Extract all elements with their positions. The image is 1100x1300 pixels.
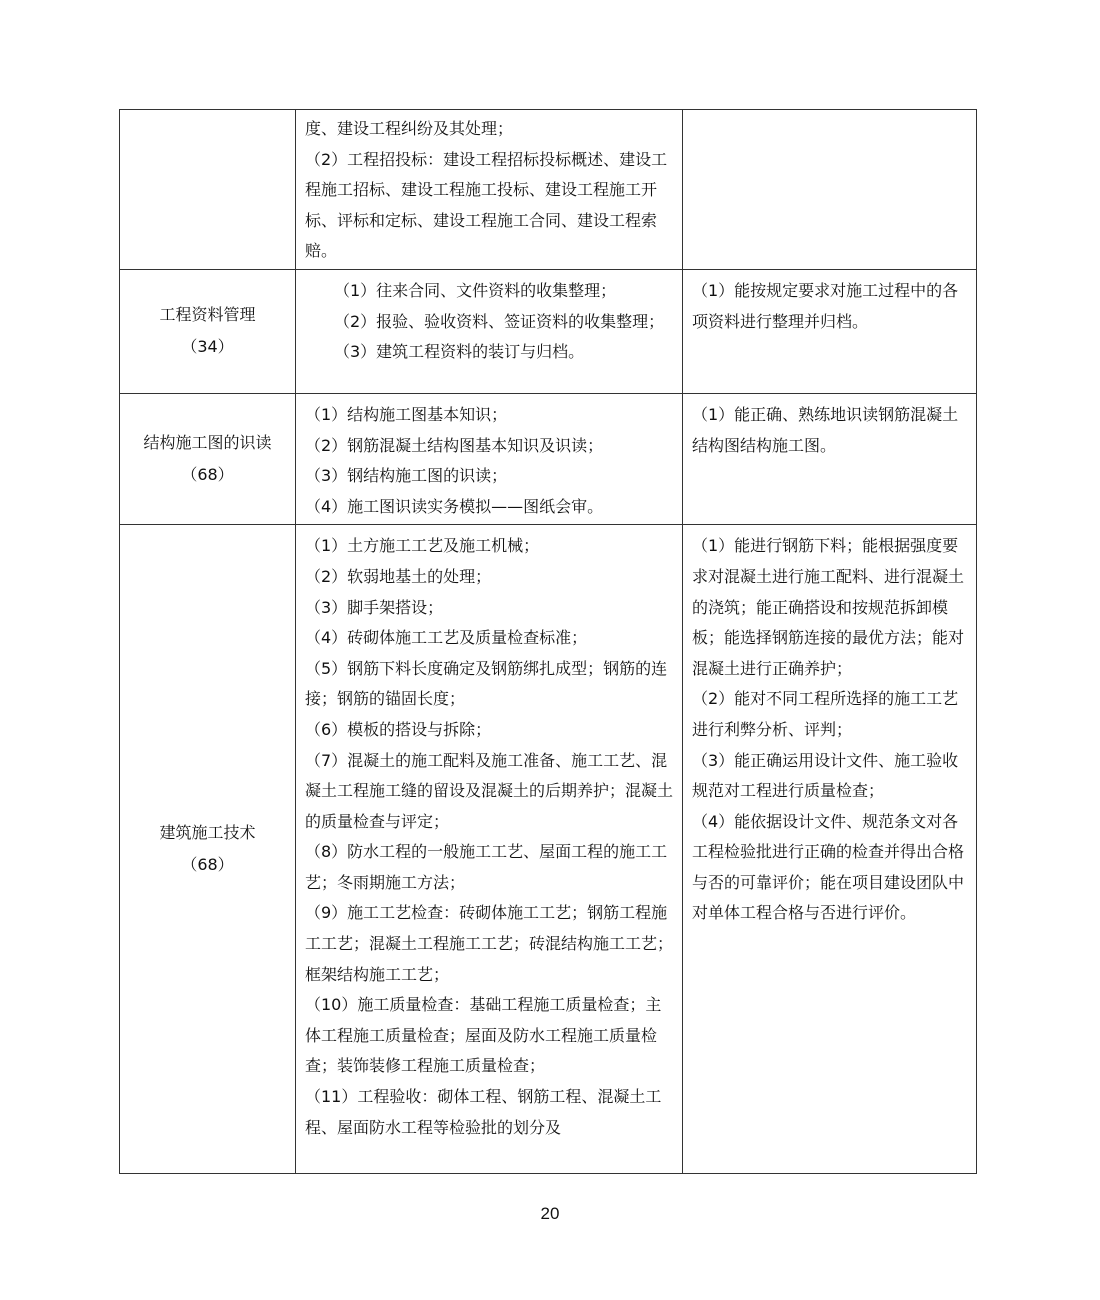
course-name: 建筑施工技术	[159, 823, 256, 843]
ability-item: （4）能依据设计文件、规范条文对各工程检验批进行正确的检查并得出合格与否的可靠评价；能在项目建设团队中对单体工程合格与否进行评价。	[692, 811, 965, 923]
content-item: （2）报验、验收资料、签证资料的收集整理；	[334, 311, 665, 331]
content-cell	[296, 269, 683, 393]
content-cell	[296, 393, 683, 524]
content-item: （1）结构施工图基本知识；	[305, 404, 508, 424]
content-item: （9）施工工艺检查：砖砌体施工工艺；钢筋工程施工工艺；混凝土工程施工工艺；砖混结构施工工艺；框架结构施工工艺；	[305, 903, 674, 984]
content-item: （4）施工图识读实务模拟——图纸会审。	[305, 496, 604, 516]
course-name: 工程资料管理	[159, 305, 256, 325]
ability-item: （3）能正确运用设计文件、施工验收规范对工程进行质量检查；	[692, 750, 959, 801]
table-row	[120, 269, 977, 393]
ability-item: （1）能按规定要求对施工过程中的各项资料进行整理并归档。	[692, 280, 959, 331]
course-name-cell	[120, 110, 296, 270]
content-item: （6）模板的搭设与拆除；	[305, 719, 492, 739]
content-item: （1）土方施工工艺及施工机械；	[305, 536, 540, 556]
table-row	[120, 110, 977, 270]
course-hours: （34）	[181, 337, 234, 357]
abilities-cell	[683, 525, 977, 1174]
content-item: （2）钢筋混凝土结构图基本知识及识读；	[305, 435, 604, 455]
table-row	[120, 393, 977, 524]
content-item: （11）工程验收：砌体工程、钢筋工程、混凝土工程、屋面防水工程等检验批的划分及	[305, 1087, 662, 1137]
content-cell	[296, 110, 683, 270]
content-item: （3）建筑工程资料的装订与归档。	[334, 342, 585, 362]
content-item: 度、建设工程纠纷及其处理；	[305, 119, 514, 138]
course-name: 结构施工图的识读	[143, 433, 272, 453]
content-item: （7）混凝土的施工配料及施工准备、施工工艺、混凝土工程施工缝的留设及混凝土的后期养护；混凝土的质量检查与评定；	[305, 750, 674, 831]
abilities-cell	[683, 110, 977, 270]
course-name-cell	[120, 269, 296, 393]
course-hours: （68）	[181, 855, 234, 875]
abilities-cell	[683, 393, 977, 524]
abilities-cell	[683, 269, 977, 393]
content-item: （4）砖砌体施工工艺及质量检查标准；	[305, 628, 588, 648]
ability-item: （1）能正确、熟练地识读钢筋混凝土结构图结构施工图。	[692, 404, 959, 455]
content-item: （8）防水工程的一般施工工艺、屋面工程的施工工艺；冬雨期施工方法；	[305, 842, 668, 892]
content-item: （10）施工质量检查：基础工程施工质量检查；主体工程施工质量检查；屋面及防水工程施工质量检查；装饰装修工程施工质量检查；	[305, 995, 662, 1076]
content-item: （1）往来合同、文件资料的收集整理；	[334, 280, 617, 300]
content-item: （5）钢筋下料长度确定及钢筋绑扎成型；钢筋的连接；钢筋的锚固长度；	[305, 658, 668, 709]
page-number: 20	[540, 1204, 560, 1223]
content-item: （2）软弱地基土的处理；	[305, 566, 492, 586]
content-item: （3）钢结构施工图的识读；	[305, 466, 508, 486]
content-cell	[296, 525, 683, 1174]
course-hours: （68）	[181, 465, 234, 485]
ability-item: （2）能对不同工程所选择的施工工艺进行利弊分析、评判；	[692, 689, 959, 739]
content-item: （3）脚手架搭设；	[305, 597, 444, 617]
course-name-cell	[120, 525, 296, 1174]
content-item: （2）工程招投标：建设工程招标投标概述、建设工程施工招标、建设工程施工投标、建设工程施工开标、评标和定标、建设工程施工合同、建设工程索赔。	[305, 149, 668, 261]
ability-item: （1）能进行钢筋下料；能根据强度要求对混凝土进行施工配料、进行混凝土的浇筑；能正确搭设和按规范拆卸模板；能选择钢筋连接的最优方法；能对混凝土进行正确养护；	[692, 536, 965, 678]
curriculum-table	[119, 109, 977, 1174]
table-row	[120, 525, 977, 1174]
course-name-cell	[120, 393, 296, 524]
